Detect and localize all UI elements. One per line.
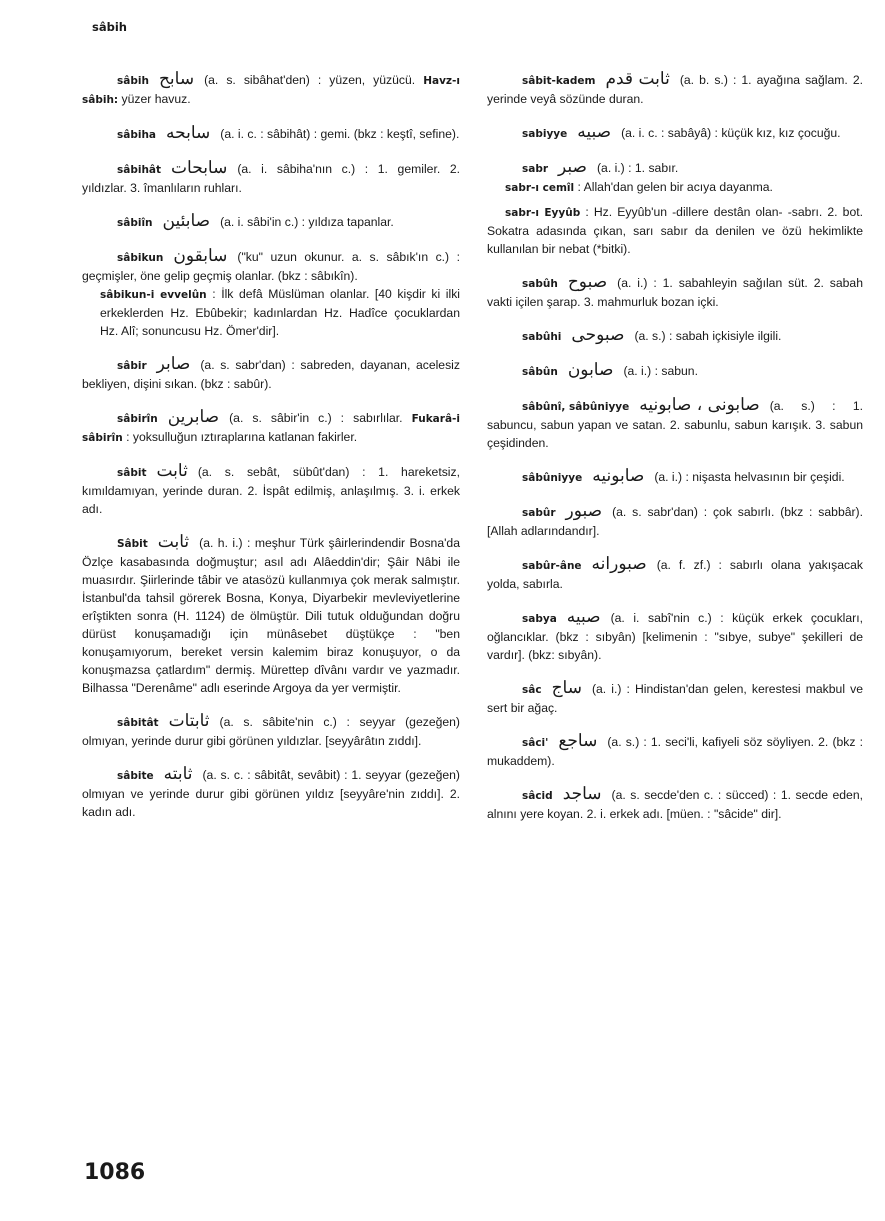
arabic-script: ساج [551,678,582,698]
definition: (a. b. s.) : 1. ayağına sağlam. 2. yerinde veyâ sözünde duran. [487,73,863,106]
definition: (a. s. c. : sâbitât, sevâbit) : 1. seyyar (gezeğen) olmıyan ve yerinde durur gibi görünen yıldız [seyyâre'nin zıddı]. 2. kadın adı. [82,768,460,819]
definition: (a. i. sâbi'in c.) : yıldıza tapanlar. [220,215,394,229]
dictionary-entry [487,203,863,258]
definition: ("ku" uzun okunur. a. s. sâbık'ın c.) : geçmişler, öne gelip geçmiş olanlar. (bkz : sâbıkîn). [82,250,460,283]
definition: (a. s. secde'den c. : sücced) : 1. secde eden, alnını yere koyan. 2. i. erkek adı. [müen. : "sâcide" dir]. [487,788,863,821]
headword: sâbirîn [117,413,158,425]
dictionary-entry [82,247,460,340]
dictionary-entry [82,408,460,447]
arabic-script: صبيه [577,122,612,142]
dictionary-entry [487,361,863,381]
headword: sâci' [522,737,549,749]
dictionary-entry [82,124,460,144]
headword: sâc [522,684,542,696]
subentry-headword: sabr-ı cemîl [505,182,575,194]
headword: sâbiîn [117,217,153,229]
dictionary-entry [487,396,863,452]
headword: sâbite [117,770,154,782]
dictionary-entry [82,533,460,697]
arabic-script: ثابت [157,532,190,552]
arabic-script: ثابتات [168,711,210,731]
dictionary-entry [82,462,460,518]
arabic-script: سابحه [166,123,211,143]
dictionary-entry [82,765,460,821]
headword: sâbûniyye [522,472,583,484]
definition: (a. s. sabr'dan) : sabreden, dayanan, acelesiz bekliyen, dişini sıkan. (bkz : sabûr). [82,358,460,391]
arabic-script: صبيه [566,607,601,627]
definition: (a. i.) : 1. sabır. [596,161,679,175]
arabic-script: ثابت قدم [605,69,670,89]
arabic-script: صابونى ، صابونيه [639,395,760,415]
headword: sâbitât [117,717,159,729]
subentry-definition: : Hz. Eyyûb'un -dillere destân olan- -sabrı. 2. bot. Sokatra adasında çıkan, sarı sabır da denilen ve özü hekimlikte kullanılan bir nebat (*bitki). [487,205,863,256]
subentry-definition: yüzer havuz. [118,92,191,106]
headword: sabr [522,163,549,175]
dictionary-entry [487,732,863,770]
subentry-headword: sâbikun-i evvelûn [100,289,207,301]
headword: sabûh [522,278,558,290]
headword: sabya [522,613,557,625]
arabic-script: صبوح [567,272,608,292]
arabic-script: ثابت [156,461,188,481]
dictionary-entry [487,785,863,823]
headword: sabûhi [522,331,562,343]
left-column [82,70,460,836]
dictionary-entry [487,502,863,540]
headword: sâbit [117,467,147,479]
definition: (a. i.) : Hindistan'dan gelen, kerestesi makbul ve sert bir ağaç. [487,682,863,715]
headword: sabûr-âne [522,560,582,572]
headword: sâbikun [117,252,164,264]
headword: sâbiha [117,129,157,141]
definition: (a. h. i.) : meşhur Türk şâirlerindendir Bosna'da Özlçe kasabasında doğmuştur; asıl adı Alâeddin'dir; Şâir Nâbi ile muasırdır. Şiirlerinde tâbir ve atasözü kullanmıya çok merak salmıştır. İstanbul'da tahsil görerek Bosna, Konya, Diyarbekir mevleviyetlerine erîştikten sonra (H. 1124) de ölmüştür. Dili tutuk olduğundan doğru dürüst konuşamadığı için münâsebet düştükçe : "ben konuşamıyorum, bereket versin kalemim biraz konuşuyor, o da konuşmazsa çatlardım" dermiş. Mürettep dîvânı vardır ve yazmadır. Bilhassa "Derenâme" adlı eserinde Argoya da yer vermiştir. [82,536,460,695]
definition: (a. s.) : sabah içkisiyle ilgili. [634,329,782,343]
subentry-headword: Fukarâ-i sâbirîn [82,413,460,444]
definition: (a. s. sâbite'nin c.) : seyyar (gezeğen) olmıyan, yerinde durur gibi görünen yıldızlar. [seyyârâtın zıddı]. [82,715,460,748]
arabic-script: سابقون [173,246,228,266]
dictionary-entry [487,123,863,143]
definition: (a. i.) : sabun. [623,364,698,378]
definition: (a. i.) : nişasta helvasının bir çeşidi. [654,470,845,484]
dictionary-entry [82,159,460,197]
dictionary-entry [487,608,863,664]
arabic-script: ثابته [163,764,193,784]
definition: (a. i. sabî'nin c.) : küçük erkek çocukları, oğlancıklar. (bkz : sıbyân) [kelimenin : "sıbye, subye" şekilleri de vardır]. (bkz: sıbyân). [487,611,863,662]
definition: (a. i.) : 1. sabahleyin sağılan süt. 2. sabah vakti içilen şarap. 3. mahmurluk bozan içki. [487,276,863,309]
arabic-script: سابح [158,69,195,89]
subentry-headword: Havz-ı sâbih: [82,75,461,106]
dictionary-entry [82,70,460,109]
arabic-script: صابرين [167,407,220,427]
right-column [487,70,863,838]
arabic-script: صابون [567,360,614,380]
headword: sâbihât [117,164,162,176]
definition: (a. s. sâbir'in c.) : sabırlılar. [229,411,403,425]
headword: sâbih [117,75,149,87]
definition: (a. s. sabr'dan) : çok sabırlı. (bkz : sabbâr). [Allah adlarındandır]. [487,505,863,538]
arabic-script: ساجع [558,731,598,751]
arabic-script: صبر [558,157,587,177]
dictionary-entry [487,158,863,197]
subentry-headword: sabr-ı Eyyûb [505,207,581,219]
dictionary-entry [82,355,460,393]
definition: (a. i. c. : sabâyâ) : küçük kız, kız çocuğu. [621,126,841,140]
subentry [487,178,863,197]
headword: sâbûnî, sâbûniyye [522,401,630,413]
headword: sâbit-kadem [522,75,596,87]
dictionary-entry [487,326,863,346]
subentry-definition: : yoksulluğun ıztıraplarına katlanan fakirler. [122,430,358,444]
subentry-definition: : Allah'dan gelen bir acıya dayanma. [574,180,773,194]
definition: (a. s. sebât, sübût'dan) : 1. hareketsiz, kımıldamıyan, yerinde duran. 2. İspât edilmiş, anlaşılmış. 3. i. erkek adı. [82,465,460,516]
arabic-script: ساجد [562,784,602,804]
definition: (a. s. sibâhat'den) : yüzen, yüzücü. [204,73,416,87]
headword: Sâbit [117,538,148,550]
arabic-script: صابونيه [592,466,645,486]
running-head: sâbih [92,20,127,34]
dictionary-entry [487,555,863,593]
definition: (a. i. c. : sâbihât) : gemi. (bkz : keştî, sefine). [220,127,460,141]
definition: (a. f. zf.) : sabırlı olana yakışacak yolda, sabırla. [487,558,863,591]
subentry [82,285,460,340]
headword: sâbûn [522,366,558,378]
arabic-script: صبوحى [571,325,625,345]
arabic-script: صابئين [162,211,211,231]
dictionary-entry [487,679,863,717]
arabic-script: صبور [565,501,603,521]
dictionary-entry [487,467,863,487]
headword: sabûr [522,507,556,519]
dictionary-entry [487,273,863,311]
definition: (a. s.) : 1. seci'li, kafiyeli söz söyliyen. 2. (bkz : mukaddem). [487,735,863,768]
page-number: 1086 [84,1160,146,1185]
dictionary-entry [487,70,863,108]
headword: sâbir [117,360,147,372]
subentry-definition: : İlk defâ Müslüman olanlar. [40 kişdir ki ilki erkeklerden Hz. Ebûbekir; kadınlardan Hz. Hadîce çocuklardan Hz. Alî; sonuncusu Hz. Ömer'dir]. [100,287,461,338]
definition: (a. s.) : 1. sabuncu, sabun yapan ve satan. 2. sabunlu, sabun karışık. 3. sabun çeşidinden. [487,399,863,450]
arabic-script: سابحات [171,158,228,178]
definition: (a. i. sâbiha'nın c.) : 1. gemiler. 2. yıldızlar. 3. îmanlıların ruhları. [82,162,460,195]
arabic-script: صبورانه [591,554,647,574]
arabic-script: صابر [156,354,191,374]
headword: sâcid [522,790,553,802]
dictionary-entry [82,712,460,750]
headword: sabiyye [522,128,568,140]
dictionary-entry [82,212,460,232]
